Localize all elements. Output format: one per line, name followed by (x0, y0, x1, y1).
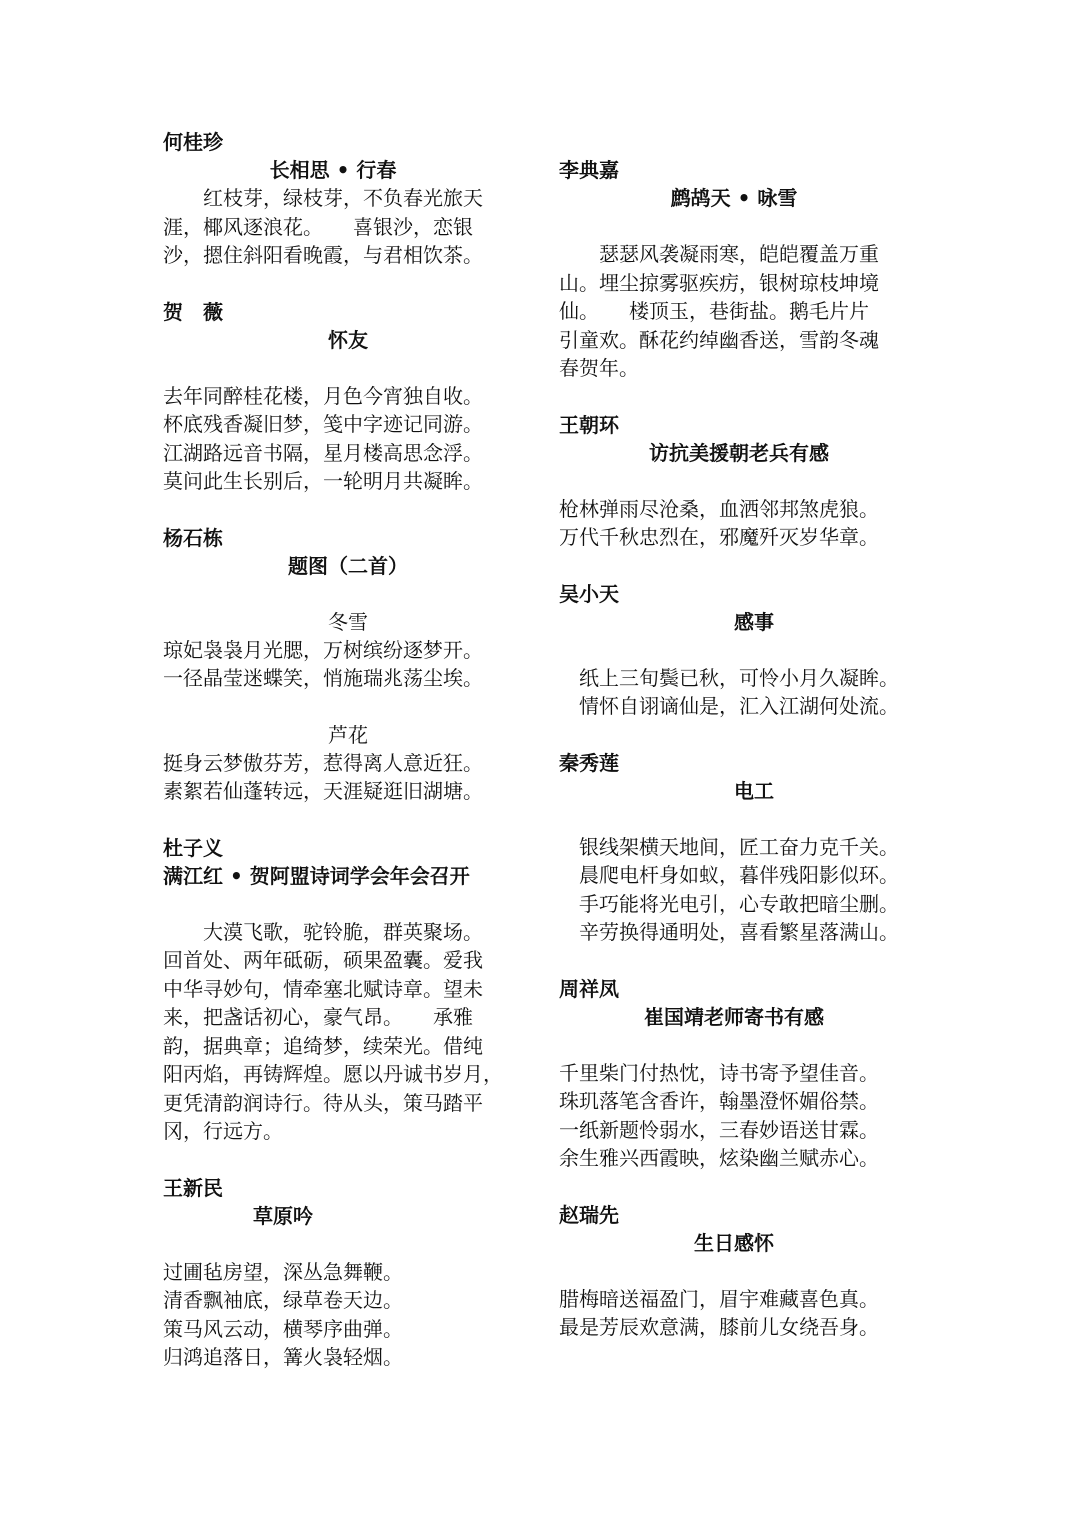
right-column (559, 156, 929, 1342)
poem-line: 中华寻妙句，情牵塞北赋诗章。望未 (163, 976, 483, 1001)
poem-subtitle: 冬雪 (328, 609, 368, 634)
poem-line: 万代千秋忠烈在，邪魔歼灭岁华章。 (559, 525, 879, 549)
spacer (559, 805, 929, 833)
poem-line: 素絮若仙蓬转远，天涯疑逛旧湖塘。 (163, 779, 483, 803)
spacer (163, 1230, 533, 1258)
poem-title: 鹧鸪天 • 咏雪 (670, 186, 798, 210)
spacer (163, 354, 533, 382)
poem-line: 杯底残香凝旧梦，笺中字迹记同游。 (163, 412, 483, 436)
poem-line: 银线架横天地间，匠工奋力克千关。 (559, 834, 899, 859)
spacer (163, 806, 533, 834)
poem-author: 秦秀莲 (559, 750, 619, 775)
poem-line: 仙。 楼顶玉，巷街盐。鹅毛片片 (559, 299, 869, 323)
poem-title: 访抗美援朝老兵有感 (649, 440, 829, 465)
poem-author: 王新民 (163, 1175, 223, 1200)
poem-line: 珠玑落笔含香许，翰墨澄怀媚俗禁。 (559, 1089, 879, 1113)
poem-line: 山。埋尘掠雾驱疾疠，银树琼枝坤境 (559, 270, 879, 295)
spacer (559, 1173, 929, 1201)
poem-line: 涯，椰风逐浪花。 喜银沙，恋银 (163, 214, 473, 239)
poem-du-ziyi (163, 834, 533, 1146)
poem-line: 余生雅兴西霞映，炫染幽兰赋赤心。 (559, 1146, 879, 1170)
poem-line: 琼妃袅袅月光腮，万树缤纷逐梦开。 (163, 637, 483, 662)
poem-he-guizhen (163, 128, 533, 270)
spacer (559, 636, 929, 664)
poem-line: 辛劳换得通明处，喜看繁星落满山。 (559, 920, 899, 944)
poem-line: 冈，行远方。 (163, 1119, 283, 1143)
poem-author: 何桂珍 (163, 130, 223, 154)
poem-yang-shidong (163, 524, 533, 806)
poem-wang-xinmin (163, 1174, 533, 1372)
poem-subtitle: 芦花 (328, 722, 368, 747)
poem-line: 一纸新题怜弱水，三春妙语送甘霖。 (559, 1117, 879, 1142)
spacer (163, 693, 533, 721)
poem-line: 千里柴门付热忱，诗书寄予望佳音。 (559, 1060, 879, 1085)
poem-author: 周祥凤 (559, 976, 619, 1001)
poem-title: 崔国靖老师寄书有感 (644, 1004, 824, 1029)
poem-line: 归鸿追落日，篝火袅轻烟。 (163, 1345, 403, 1369)
poem-line: 情怀自诩谪仙是，汇入江湖何处流。 (559, 694, 899, 718)
spacer (559, 467, 929, 495)
spacer (163, 580, 533, 608)
poem-line: 枪林弹雨尽沧桑，血洒邻邦煞虎狼。 (559, 496, 879, 521)
poem-line: 春贺年。 (559, 356, 639, 380)
poem-wang-chaohuan (559, 411, 929, 552)
left-column (163, 128, 533, 1372)
spacer (559, 721, 929, 749)
poem-title: 感事 (734, 609, 774, 634)
poem-line: 沙，摁住斜阳看晚霞，与君相饮茶。 (163, 243, 483, 267)
poem-line: 来，把盏话初心，豪气昂。 承雅 (163, 1005, 473, 1029)
poem-line: 江湖路远音书隔，星月楼高思念浮。 (163, 440, 483, 465)
poem-line: 莫问此生长别后，一轮明月共凝眸。 (163, 469, 483, 493)
poem-qin-xiulian (559, 749, 929, 947)
poem-line: 腊梅暗送福盈门，眉宇难藏喜色真。 (559, 1286, 879, 1311)
poem-title: 题图（二首） (288, 553, 408, 578)
spacer (559, 1031, 929, 1059)
poem-line: 韵，据典章；追绮梦，续荣光。借纯 (163, 1033, 483, 1058)
poem-author: 吴小天 (559, 581, 619, 606)
poem-author: 杜子义 (163, 835, 223, 860)
poem-line: 阳丙焰，再铸辉煌。愿以丹诚书岁月， (163, 1062, 503, 1086)
poem-title: 草原吟 (253, 1203, 313, 1228)
poem-wu-xiaotian (559, 580, 929, 721)
poem-line: 手巧能将光电引，心专敢把暗尘删。 (559, 891, 899, 916)
poem-he-wei (163, 298, 533, 496)
poem-title: 生日感怀 (694, 1230, 774, 1255)
poem-line: 挺身云梦傲芬芳，惹得离人意近狂。 (163, 750, 483, 775)
spacer (559, 1257, 929, 1285)
poem-author: 杨石栋 (163, 525, 223, 550)
poem-title: 电工 (734, 778, 774, 803)
poem-line: 最是芳辰欢意满，膝前儿女绕吾身。 (559, 1315, 879, 1339)
poem-line: 晨爬电杆身如蚁，暮伴残阳影似环。 (559, 863, 899, 887)
poem-title: 长相思 • 行春 (269, 158, 397, 182)
poem-line: 策马风云动，横琴序曲弹。 (163, 1316, 403, 1341)
poem-line: 过圃毡房望，深丛急舞鞭。 (163, 1259, 403, 1284)
poem-line: 一径晶莹迷蝶笑，悄施瑞兆荡尘埃。 (163, 666, 483, 690)
spacer (163, 496, 533, 524)
poem-line: 大漠飞歌，驼铃脆，群英聚场。 (163, 919, 483, 944)
spacer (163, 270, 533, 298)
poem-line: 去年同醉桂花楼，月色今宵独自收。 (163, 383, 483, 408)
poem-title: 怀友 (328, 327, 368, 352)
poem-line: 红枝芽，绿枝芽，不负春光旅天 (163, 186, 483, 210)
spacer (163, 890, 533, 918)
poem-author: 王朝环 (559, 412, 619, 437)
spacer (163, 1146, 533, 1174)
poem-li-dianjia (559, 156, 929, 383)
poem-title: 满江红 • 贺阿盟诗词学会年会召开 (163, 863, 470, 888)
poem-line: 回首处、两年砥砺，硕果盈囊。爱我 (163, 948, 483, 972)
poem-line: 纸上三旬鬓已秋，可怜小月久凝眸。 (559, 665, 899, 690)
poem-author: 赵瑞先 (559, 1202, 619, 1227)
spacer (559, 552, 929, 580)
spacer (559, 383, 929, 411)
poem-line: 更凭清韵润诗行。待从头，策马踏平 (163, 1090, 483, 1115)
poem-zhou-xiangfeng (559, 975, 929, 1173)
poem-zhao-ruixian (559, 1201, 929, 1342)
spacer (559, 212, 929, 240)
poem-author: 贺 薇 (163, 299, 223, 324)
poem-line: 清香飘袖底，绿草卷天边。 (163, 1288, 403, 1312)
poem-author: 李典嘉 (559, 158, 619, 182)
poem-line: 引童欢。酥花约绰幽香送，雪韵冬魂 (559, 327, 879, 352)
spacer (559, 947, 929, 975)
poem-line: 瑟瑟风袭凝雨寒，皑皑覆盖万重 (559, 242, 879, 266)
